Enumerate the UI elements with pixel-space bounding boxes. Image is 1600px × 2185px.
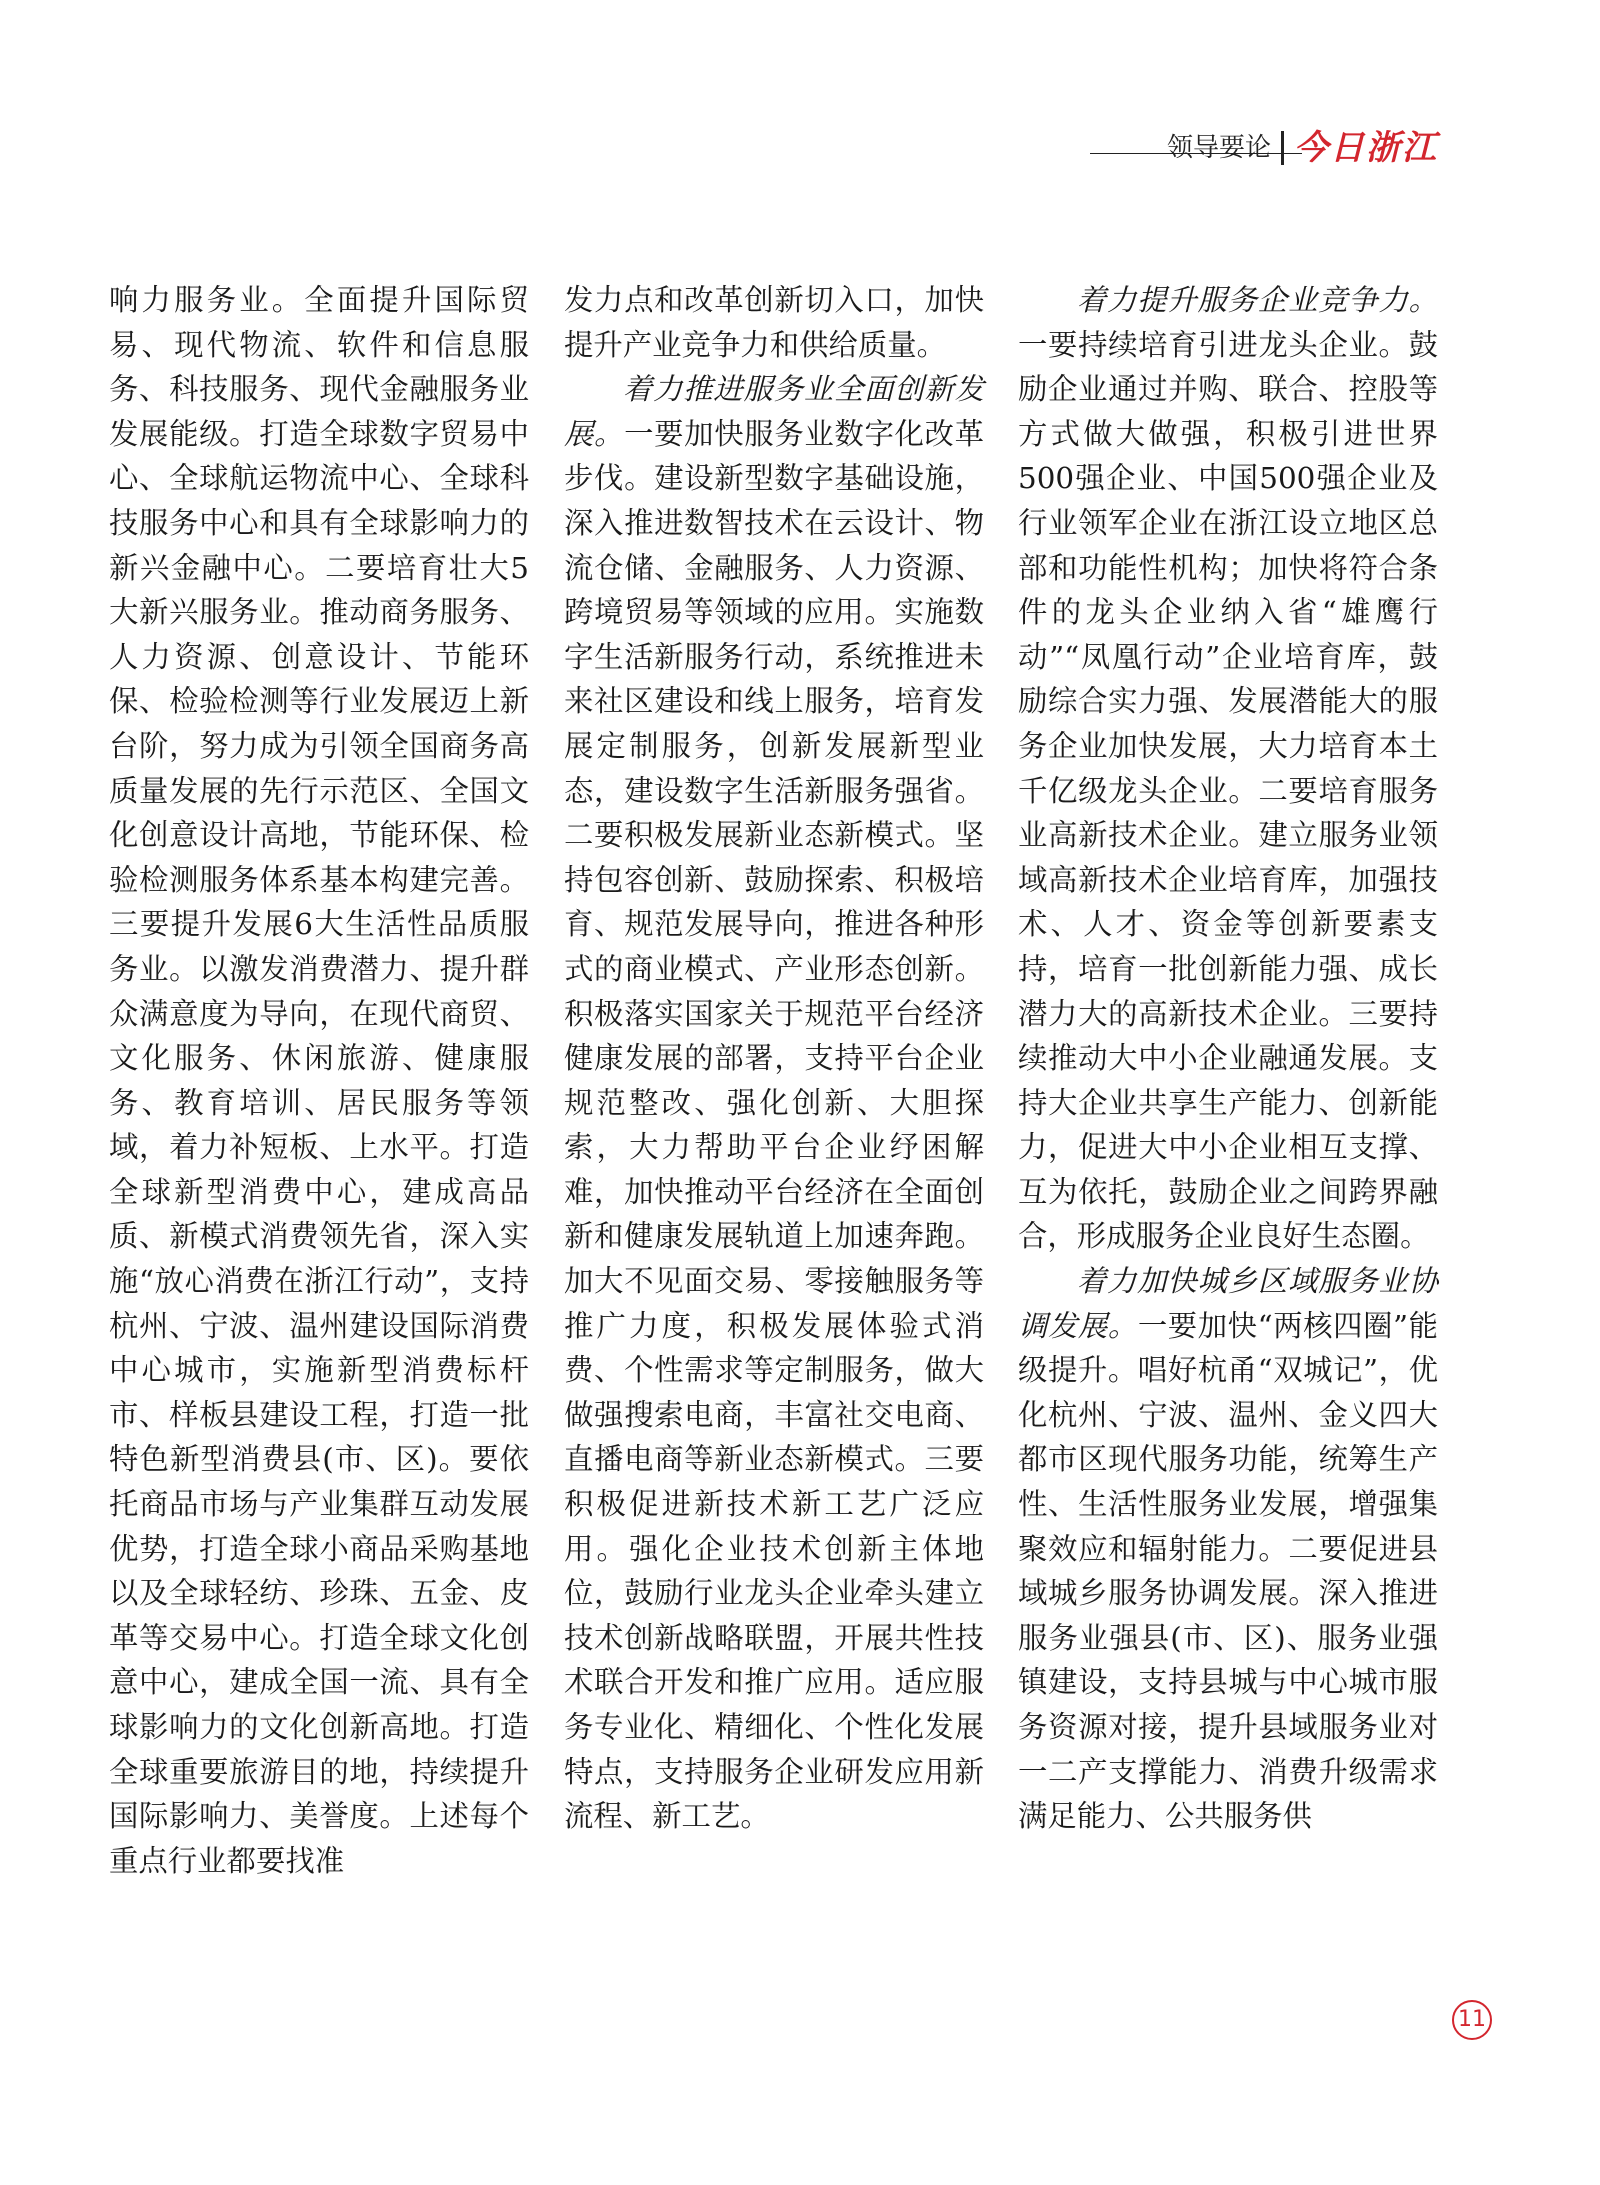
paragraph-lead-heading: 着力加快城乡区域服务业协调发展。 (1018, 1264, 1438, 1343)
magazine-logo: 今日浙江 (1294, 128, 1438, 168)
paragraph (1018, 1259, 1438, 1839)
paragraph-body: 一要持续培育引进龙头企业。鼓励企业通过并购、联合、控股等方式做大做强，积极引进世界500强企业、中国500强企业及行业领军企业在浙江设立地区总部和功能性机构；加快将符合条件的龙头企业纳入省“雄鹰行动”“凤凰行动”企业培育库，鼓励综合实力强、发展潜能大的服务企业加快发展，大力培育本土千亿级龙头企业。二要培育服务业高新技术企业。建立服务业领域高新技术企业培育库，加强技术、人才、资金等创新要素支持，培育一批创新能力强、成长潜力大的高新技术企业。三要持续推动大中小企业融通发展。支持大企业共享生产能力、创新能力，促进大中小企业相互支撑、互为依托，鼓励企业之间跨界融合，形成服务企业良好生态圈。 (1018, 327, 1438, 1254)
paragraph: 发力点和改革创新切入口，加快提升产业竞争力和供给质量。 (564, 283, 984, 362)
paragraph (564, 367, 984, 1839)
paragraph-lead-heading: 着力提升服务企业竞争力。 (1076, 283, 1438, 317)
header-rule (1090, 153, 1302, 154)
running-header (1167, 118, 1438, 168)
section-title: 领导要论 (1166, 133, 1271, 163)
header-separator (1281, 131, 1284, 165)
page-number: 11 (1452, 2000, 1492, 2040)
paragraph-body: 一要加快“两核四圈”能级提升。唱好杭甬“双城记”，优化杭州、宁波、温州、金义四大都市区现代服务功能，统筹生产性、生活性服务业发展，增强集聚效应和辐射能力。二要促进县域城乡服务协调发展。深入推进服务业强县(市、区)、服务业强镇建设，支持县城与中心城市服务资源对接，提升县域服务业对一二产支撑能力、消费升级需求满足能力、公共服务供 (1018, 1308, 1438, 1834)
text-column-1 (109, 278, 529, 1883)
paragraph-lead-heading: 着力推进服务业全面创新发展。 (564, 372, 984, 451)
paragraph (1018, 278, 1438, 1259)
text-column-2 (564, 278, 984, 1839)
paragraph: 响力服务业。全面提升国际贸易、现代物流、软件和信息服务、科技服务、现代金融服务业发展能级。打造全球数字贸易中心、全球航运物流中心、全球科技服务中心和具有全球影响力的新兴金融中心。二要培育壮大5大新兴服务业。推动商务服务、人力资源、创意设计、节能环保、检验检测等行业发展迈上新台阶，努力成为引领全国商务高质量发展的先行示范区、全国文化创意设计高地，节能环保、检验检测服务体系基本构建完善。三要提升发展6大生活性品质服务业。以激发消费潜力、提升群众满意度为导向，在现代商贸、文化服务、休闲旅游、健康服务、教育培训、居民服务等领域，着力补短板、上水平。打造全球新型消费中心，建成高品质、新模式消费领先省，深入实施“放心消费在浙江行动”，支持杭州、宁波、温州建设国际消费中心城市，实施新型消费标杆市、样板县建设工程，打造一批特色新型消费县(市、区)。要依托商品市场与产业集群互动发展优势，打造全球小商品采购基地以及全球轻纺、珍珠、五金、皮革等交易中心。打造全球文化创意中心，建成全国一流、具有全球影响力的文化创新高地。打造全球重要旅游目的地，持续提升国际影响力、美誉度。上述每个重点行业都要找准 (109, 283, 529, 1878)
text-column-3 (1018, 278, 1438, 1839)
paragraph-body: 一要加快服务业数字化改革步伐。建设新型数字基础设施，深入推进数智技术在云设计、物流仓储、金融服务、人力资源、跨境贸易等领域的应用。实施数字生活新服务行动，系统推进未来社区建设和线上服务，培育发展定制服务，创新发展新型业态，建设数字生活新服务强省。二要积极发展新业态新模式。坚持包容创新、鼓励探索、积极培育、规范发展导向，推进各种形式的商业模式、产业形态创新。积极落实国家关于规范平台经济健康发展的部署，支持平台企业规范整改、强化创新、大胆探索，大力帮助平台企业纾困解难，加快推动平台经济在全面创新和健康发展轨道上加速奔跑。加大不见面交易、零接触服务等推广力度，积极发展体验式消费、个性需求等定制服务，做大做强搜索电商，丰富社交电商、直播电商等新业态新模式。三要积极促进新技术新工艺广泛应用。强化企业技术创新主体地位，鼓励行业龙头企业牵头建立技术创新战略联盟，开展共性技术联合开发和推广应用。适应服务专业化、精细化、个性化发展特点，支持服务企业研发应用新流程、新工艺。 (564, 416, 984, 1834)
